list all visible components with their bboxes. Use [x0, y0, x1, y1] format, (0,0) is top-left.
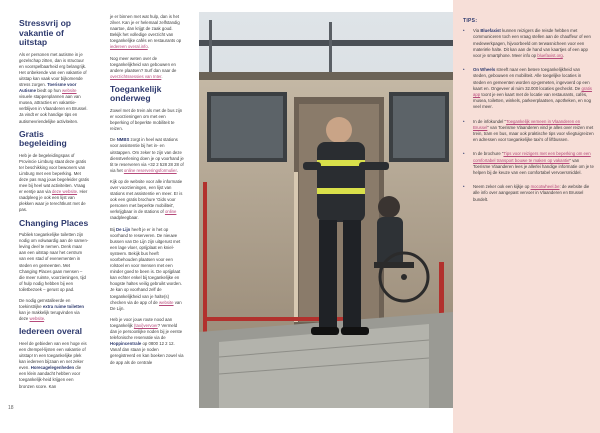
paragraph-trein-bus: Zowel met de trein als met de bus zijn er voorzieningen om met een beperking of beperkte mobiliteit te reizen. [110, 107, 183, 132]
link-website-toiletten[interactable]: website [29, 316, 45, 322]
bullet-icon: • [463, 67, 465, 73]
link-reserveringsformulier[interactable]: online reserveringsformulier [123, 167, 177, 173]
tips-panel [453, 0, 600, 433]
emph-nmbs: NMBS [116, 137, 130, 143]
tips-heading: TIPS: [463, 18, 478, 24]
paragraph-nmbs: De NMBS zorgt in heel wat stations voor assistentie bij het in- en uitstappen. Om zeker te zijn van deze dienstverlening doen je op voorhand je tit te reserveren via +32 2 528 28 28 of via het online reserveringsformulier. [110, 137, 184, 173]
bullet-icon: • [463, 184, 465, 190]
emph-bluefaxist: Bluefaxist [480, 28, 501, 34]
left-column [19, 16, 89, 395]
link-deze-website[interactable]: deze website [51, 189, 78, 195]
emph-toerisme-autisme: Toerisme voor Autisme [19, 81, 77, 94]
link-gratis-app[interactable]: gratis app [473, 85, 592, 98]
photo-illustration [199, 12, 453, 408]
paragraph-toiletten: De nodig geïnstalleerde en toekinstrijke extra ruime toiletten kan je makkelijk terugvinden via deze website. [19, 298, 84, 322]
tip-item: • In de brochure "Tips voor reizigers met een beperking om een comfortabel transport bouwe te maken op vakantie" van Toerisme Vlaanderen lees je allerlei handige informatie om je te helpen bij de keuze van een comfortabel vervoersmiddel. [463, 151, 594, 176]
paragraph-zilver-goud: je er binnen met wat hulp, dan is het zilver. Kan je er helemaal zelfstandig naartoe, dan krijgt de zaak goud. Bekijk het volledige overzicht van toegankelijke cafés en restaurants op iedereen overal.info. [110, 14, 182, 50]
emph-on-wheels: On Wheels [473, 67, 496, 73]
tip-item: • Via Bluefaxist kunnen reizigers die reisde hebben met communiceren toch een vraag stellen aan de chauffeur of een medewerkpagen, hijvoorbeeld om terwasnicheen voor een materiële halte. Dit kan aan de hand van kaartjes of een app voor je smartphone. Meer info op bluefaxist.org. [463, 28, 591, 59]
link-taxivervoer[interactable]: (taxi)vervoer [133, 322, 158, 328]
link-mocotwheel[interactable]: mocotwheel.be [530, 184, 560, 190]
paragraph-autisme: Als er personen met autisme in je gezelschap zitten, dan is structuur en voorspelbaarheid erg belangrijk. Het onbekende van een vakantie of uitstap kan vaak voor bijkomende stress zorgen. Toerisme voor Autisme biedt op hun website visuele stappenplannen aan van musea, attracties en vakantie-verblijven in Vlaanderen en Brussel. Ja vindt er ook handige tips en autismevriendelijke activiteiten. [19, 51, 88, 124]
paragraph-brochure: Kijk op de website voor alle informatie over voorzieningen, een lijst van stations met assistentie en meer. Er is ook een gratis brochure 'Gids voor personen met beperkte mobiliteit', verkrijgbaar in de stations of online raadpleegbaar. [110, 178, 183, 221]
link-tips-reizigers[interactable]: Tips voor reizigers met een beperking om een comfortabel transport bouwe te maken op vakantie [473, 151, 591, 163]
heading-iedereen-overal: Iedereen overal [19, 326, 83, 337]
link-iedereen-overal[interactable]: iedereen overal.info [110, 44, 148, 50]
emph-extra-ruime: extra ruime toiletten [42, 304, 84, 310]
link-inter[interactable]: overzichtssessies van Inter [110, 73, 162, 79]
bullet-icon: • [463, 118, 465, 124]
train-assistance-photo [199, 12, 453, 408]
paragraph-taxivervoer: Heb je voor jouw route nood aan toegankelijk (taxi)vervoer? Vermeld dan je persoonlijke noden bij je eerste telefonische reservatie via de Hoppincentrale op 0800 12 2 12. Vanaf dan staan je noden geregistreerd en kan boeken zowel via de app als de centrale [110, 316, 184, 365]
tip-item: • On Wheels streeft naar een betere toegankelijkheid van steden, gebouwen en mobiliteit. Alle toegelijke locaties in steden en gemeenten worden op-gemeten, ingevoerd op een kaart en. Ongeveer al ruim 32.000 locaties gecheckt. De gratis app toont je een kaart met de locatie van restaurants, cafés, musea, toiletten, winkels, parkeerplaatsen, apotheken, en nog veel meer. [463, 67, 592, 110]
heading-gratis-begeleiding: Gratis begeleiding [19, 128, 67, 149]
link-toegankelijk-verneen[interactable]: Toegankelijk verneen in Vlaanderen en Brussel [473, 118, 581, 130]
emph-horeca: Horecagelegenheden [30, 365, 75, 371]
link-website-autisme[interactable]: website [62, 88, 77, 94]
heading-toegankelijk-onderweg: Toegankelijk onderweg [110, 83, 162, 104]
page-number: 18 [8, 405, 14, 411]
paragraph-iedereen-overal: Heel de gebieden van een hoge eis een drempel-lijsten een vakantie of uitstap! In een toegankelijke plek kan iedereen bijzaan en net zeker even. Horecagelegenheden die een klein aandacht hebben voor toegankelijk-heid krijgen een bronzen score. Kan [19, 340, 87, 389]
emph-de-lijn: De Lijn [115, 226, 131, 232]
bullet-icon: • [463, 151, 465, 157]
link-website-de-lijn[interactable]: website [158, 299, 174, 305]
paragraph-begeleiding: Heb je de begeleidingspas of Provincie Limburg staat deze gratis ter beschikking voor bewoners van Limburg met een beperking. Met deze pas mag jouw begeleider gratis mee bij heel wat activiteiten. Vraag er eentje aan via deze website. Hier raadpleeg je ook een lijst van plekken waar je terechtkunt met de pas. [19, 152, 89, 213]
heading-changing-places: Changing Places [19, 217, 89, 228]
emph-hoppincentrale: Hoppincentrale [110, 341, 142, 347]
bullet-icon: • [463, 28, 465, 34]
paragraph-de-lijn: Bij De Lijn heeft je er in het op voorhand te reserveren. De nieuwe bussen van De Lijn zijn uitgerust met een lage vloer, oprijplaat en kniel-systeem. Bekijk bus heeft voorbehouden plaatsen voor een rolstoel en voor mensen met een minder goed te been is. De oprijplaat kan echter enkel bij toegankelijke en hoogste haltes veilig gebruikt worden. Je kan op voorhand zelf de toegankelijkheid van je halte(s) checken via de app of de website van De Lijn. [110, 226, 182, 311]
middle-column [110, 14, 185, 371]
tip-item: • Neem zeker ook een kijkje op mocotwheel.be: de website die alle info over aangepast vervoer in Vlaanderen en Brussel bundelt. [463, 184, 590, 202]
link-bluefaxist[interactable]: bluefaxist.org [537, 53, 563, 59]
heading-stressvrij: Stressvrij op vakantie of uitstap [19, 18, 72, 47]
link-online[interactable]: online [164, 209, 177, 215]
tips-content [463, 18, 595, 211]
paragraph-changing-places: Publiek toegankelijke toiletten zijn nodig om volwaardig aan de samen-leving deel te nemen. Denk maar aan een uitstap naar het centrum van een stad of evenementen in steden en gemeenten. Met Changing Places gaan mensen – die meer ruimte, voorzieningen, tijd of hulp nodig hebben bij een toiletbezoek – gerust op pad. [19, 232, 89, 292]
paragraph-inter: Nog meer weten over de toegankelijkheid van gebouwen en andere plaatsen? Surf dan naar de overzichtssessies van Inter. [110, 55, 177, 79]
tip-item: • In de infokundel "Toegankelijk verneen in Vlaanderen en Brussel" van Toerisme Vlaanderen vind je alles over reizen met trein, tram en bus, maar ook praktische tips voor vliegtuigreizen en adressen voor toegankelijke taxi's of liftbussen. [463, 118, 594, 143]
